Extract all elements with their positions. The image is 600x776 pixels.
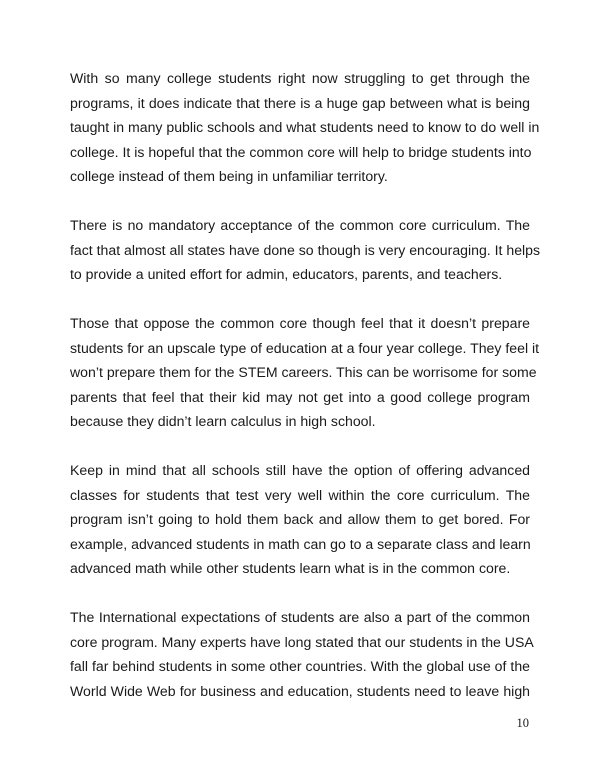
text-line: taught in many public schools and what students need to know to do well in xyxy=(70,119,540,135)
text-line: won’t prepare them for the STEM careers. This can be worrisome for some xyxy=(70,364,537,380)
paragraph-3 xyxy=(70,311,540,434)
text-line: The International expectations of students are also a part of the common xyxy=(70,609,530,625)
text-line: parents that feel that their kid may not get into a good college program xyxy=(70,388,530,405)
text-line: program isn’t going to hold them back and allow them to get bored. For xyxy=(70,511,530,527)
page-number: 10 xyxy=(516,716,529,730)
paragraph-2 xyxy=(70,213,541,287)
text-line: college. It is hopeful that the common core will help to bridge students into xyxy=(70,143,532,160)
text-line: fall far behind students in some other countries. With the global use of the xyxy=(70,658,530,674)
text-line: college instead of them being in unfamiliar territory. xyxy=(70,168,388,184)
paragraph-4 xyxy=(70,458,530,581)
text-line: core program. Many experts have long stated that our students in the USA xyxy=(70,633,534,650)
text-line: fact that almost all states have done so though is very encouraging. It helps xyxy=(70,241,541,258)
text-line: because they didn’t learn calculus in high school. xyxy=(70,413,376,429)
paragraph-1 xyxy=(70,66,540,189)
text-line: There is no mandatory acceptance of the common core curriculum. The xyxy=(70,217,530,233)
text-line: Those that oppose the common core though feel that it doesn’t prepare xyxy=(70,315,530,331)
text-line: World Wide Web for business and education, students need to leave high xyxy=(70,682,530,699)
text-line: With so many college students right now struggling to get through the xyxy=(70,70,530,86)
text-line: to provide a united effort for admin, educators, parents, and teachers. xyxy=(70,266,503,282)
paragraph-5 xyxy=(70,605,534,703)
body-text xyxy=(70,66,541,728)
text-line: advanced math while other students learn what is in the common core. xyxy=(70,560,511,576)
text-line: students for an upscale type of education at a four year college. They feel it xyxy=(70,339,540,356)
text-line: classes for students that test very well within the core curriculum. The xyxy=(70,486,530,503)
text-line: example, advanced students in math can go to a separate class and learn xyxy=(70,535,531,552)
text-line: Keep in mind that all schools still have the option of offering advanced xyxy=(70,462,530,478)
text-line: programs, it does indicate that there is a huge gap between what is being xyxy=(70,94,530,111)
